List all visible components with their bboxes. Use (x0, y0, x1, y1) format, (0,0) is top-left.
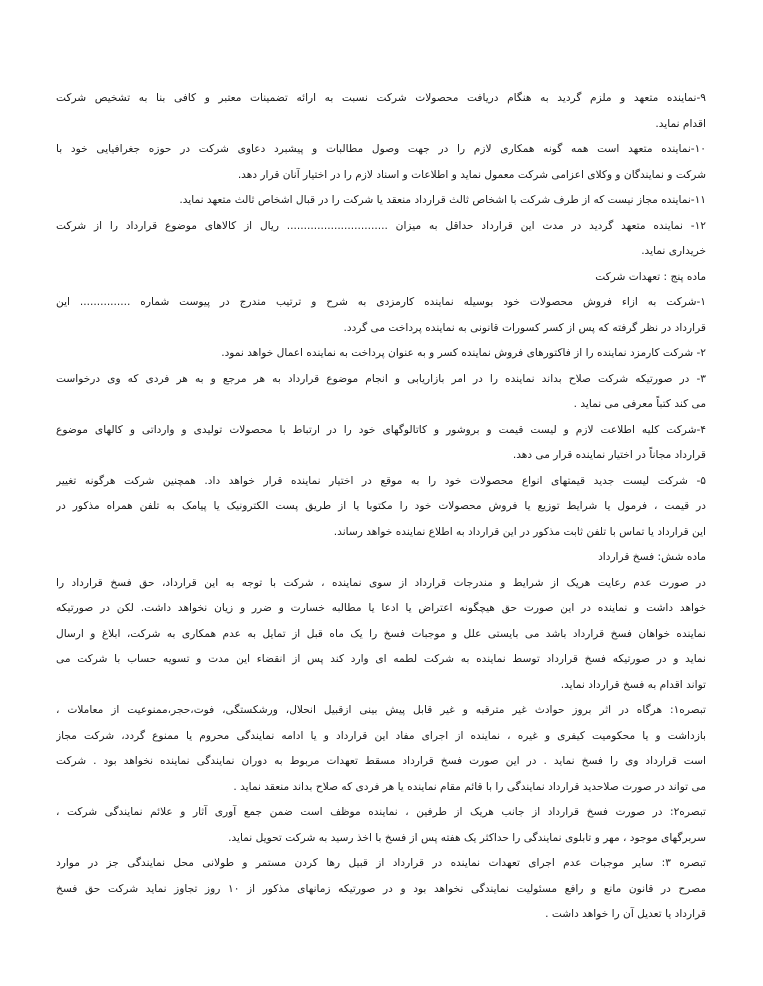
note-1-line-1: تبصره۱: هرگاه در اثر بروز حوادث غیر مترقبه و غیر قابل پیش بینی ازقبیل انحلال، ورشکستگی، فوت،حجر،ممنوعیت از معاملات ، (56, 704, 706, 716)
section-5-item-1-line-1: ۱-شرکت به ازاء فروش محصولات خود بوسیله نماینده کارمزدی به شرح و ترتیب مندرج در پیوست شماره ............... این (56, 296, 706, 308)
section-6-para-line-1: در صورت عدم رعایت هریک از شرایط و مندرجات قرارداد از سوی نماینده ، شرکت با توجه به این قرارداد، حق فسخ قرارداد را (56, 576, 706, 589)
note-2-line-2: سربرگهای موجود ، مهر و تابلوی نمایندگی را حداکثر یک هفته پس از فسخ با اخذ رسید به شرکت تحویل نماید. (228, 831, 706, 844)
note-1-line-4: می تواند در صورت صلاحدید قرارداد نمایندگی را با قائم مقام نماینده یا هر فردی که صلاح بداند منعقد نماید . (233, 780, 706, 793)
section-5-item-3-line-2: می کند کتباً معرفی می نماید . (573, 398, 706, 410)
clause-12-line-2: خریداری نماید. (641, 245, 706, 257)
section-5-item-3-line-1: ۳- در صورتیکه شرکت صلاح بداند نماینده را در امر بازاریابی و انجام موضوع قرارداد به هر مرجع و به هر فردی که وی درخواست (56, 372, 706, 385)
clause-12-line-1: ۱۲- نماینده متعهد گردید در مدت این قرارداد حداقل به میزان .............................. ریال از کالاهای موضوع قرارداد را از شرکت (56, 219, 706, 232)
note-1-line-2: بازداشت و یا محکومیت کیفری و غیره ، نماینده از اجرای مفاد این قرارداد و یا ادامه نمایندگی محروم یا ممنوع گردد، شرکت مجاز (56, 729, 706, 742)
section-6-para-line-2: خواهد داشت و نماینده در این صورت حق هیچگونه اعتراض یا ادعا یا مطالبه خسارت و ضرر و زیان نخواهد داشت. لکن در صورتیکه (56, 602, 706, 614)
section-5-item-4-line-2: قرارداد مجاناً در اختیار نماینده قرار می دهد. (512, 449, 706, 461)
clause-9-line-1: ۹-نماینده متعهد و ملزم گردید به هنگام دریافت محصولات شرکت نسبت به ارائه تضمینات معتبر و کافی بنا به تشخیص شرکت (56, 92, 706, 104)
contract-text (56, 86, 706, 928)
section-5-heading: ماده پنج : تعهدات شرکت (595, 270, 706, 283)
section-5-item-4-line-1: ۴-شرکت کلیه اطلاعت لازم و لیست قیمت و بروشور و کاتالوگهای خود را در ارتباط با محصولات تولیدی و وارداتی و کالهای موضوع (56, 423, 706, 436)
section-5-item-5-line-2: در قیمت ، فرمول یا شرایط توزیع یا فروش محصولات خود را مکتوبا یا از طریق پست الکترونیک یا پیامک به تلفن همراه مذکور در (56, 500, 706, 512)
section-6-para-line-5: تواند اقدام به فسخ قرارداد نماید. (560, 678, 706, 691)
section-6-para-line-4: نماید و در صورتیکه فسخ قرارداد توسط نماینده به شرکت لطمه ای وارد کند پس از انقضاء این مدت و تسویه حساب با شرکت می (56, 653, 706, 665)
clause-10-line-1: ۱۰-نماینده متعهد است همه گونه همکاری لازم را در جهت وصول مطالبات و پیشبرد دعاوی شرکت در حوزه جغرافیایی خود با (56, 143, 706, 155)
section-5-item-5-line-1: ۵- شرکت لیست جدید قیمتهای انواع محصولات خود را به موقع در اختیار نماینده قرار خواهد داد. همچنین شرکت هرگونه تغییر (56, 474, 706, 487)
note-3-line-1: تبصره ۳: سایر موجبات عدم اجرای تعهدات نماینده در قرارداد از قبیل رها کردن مستمر و طولانی محل نمایندگی جز در موارد (56, 857, 706, 869)
note-2-line-1: تبصره۲: در صورت فسخ قرارداد از جانب هریک از طرفین ، نماینده موظف است ضمن جمع آوری آثار و علائم نمایندگی شرکت ، (56, 806, 706, 818)
section-6-heading: ماده شش: فسخ قرارداد (598, 551, 706, 563)
section-5-item-1-line-2: قرارداد در نظر گرفته که پس از کسر کسورات قانونی به نماینده پرداخت می گردد. (343, 321, 706, 334)
section-6-para-line-3: نماینده خواهان فسخ قرارداد باشد می بایستی علل و موجبات فسخ را یک ماه قبل از تمایل به عدم همکاری به شرکت، ابلاغ و ارسال (56, 627, 706, 640)
note-3-line-3: قرارداد یا تعدیل آن را خواهد داشت . (545, 908, 706, 920)
note-1-line-3: است قرارداد وی را فسخ نماید . در این صورت فسخ قرارداد مسقط تعهدات مربوط به دوران نمایندگی نماینده نخواهد بود . شرکت (56, 755, 706, 767)
clause-11-line: ۱۱-نماینده مجاز نیست که از طرف شرکت با اشخاص ثالث قرارداد منعقد یا شرکت را در قبال اشخاص ثالث متعهد نماید. (179, 194, 706, 206)
section-5-item-5-line-3: این قرارداد یا تماس با تلفن ثابت مذکور در این قرارداد به اطلاع نماینده خواهد رساند. (333, 525, 706, 538)
note-3-line-2: مصرح در قانون مانع و رافع مسئولیت نمایندگی نخواهد بود و در صورتیکه زمانهای مذکور از ۱۰ روز تجاوز نماید شرکت حق فسخ (56, 882, 706, 895)
clause-9-line-2: اقدام نماید. (655, 117, 706, 130)
section-5-item-2-line: ۲- شرکت کارمزد نماینده را از فاکتورهای فروش نماینده کسر و به عنوان پرداخت به نماینده اعمال خواهد نمود. (221, 347, 706, 359)
clause-10-line-2: شرکت و نمایندگان و وکلای اعزامی شرکت معمول نماید و اطلاعات و اسناد لازم را در اختیار آنان قرار دهد. (237, 168, 706, 181)
